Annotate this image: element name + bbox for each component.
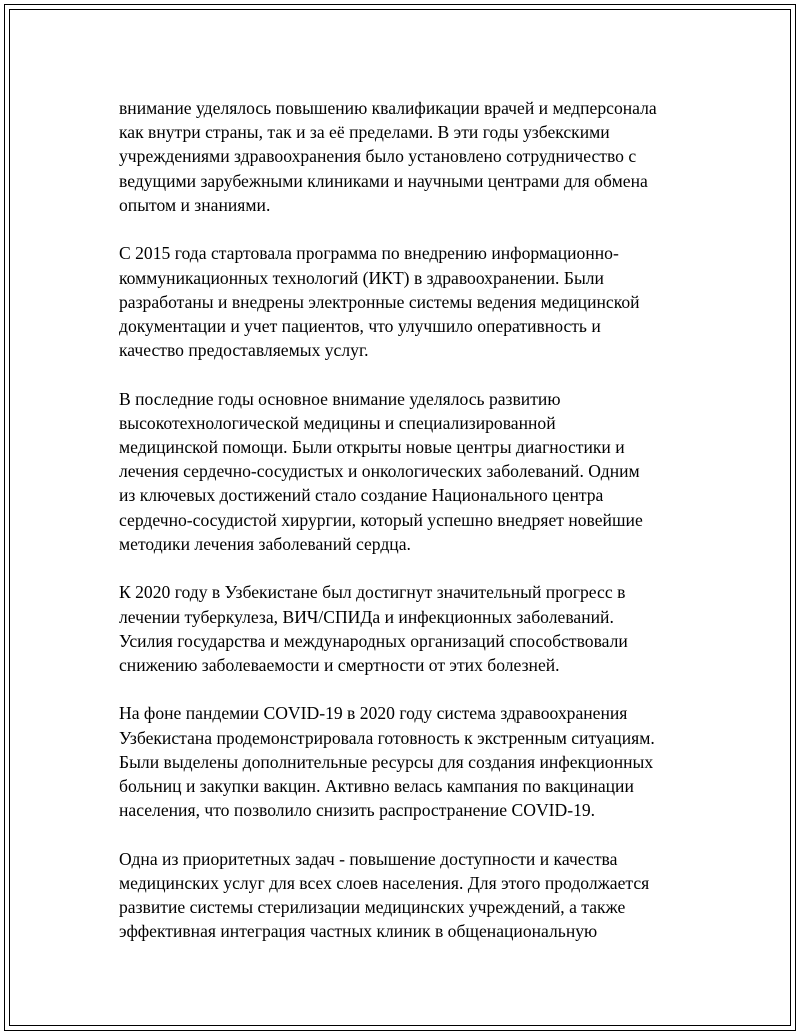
text-line: ведущими зарубежными клиниками и научными центрами для обмена	[119, 170, 648, 191]
text-line: Одна из приоритетных задач - повышение доступности и качества	[119, 848, 618, 869]
text-line: качество предоставляемых услуг.	[119, 340, 369, 361]
paragraph	[119, 241, 719, 362]
text-line: медицинских услуг для всех слоев населения. Для этого продолжается	[119, 872, 650, 893]
paragraph	[119, 580, 719, 677]
text-line: К 2020 году в Узбекистане был достигнут значительный прогресс в	[119, 582, 626, 603]
text-line: внимание уделялось повышению квалификации врачей и медперсонала	[119, 98, 657, 118]
paragraph	[119, 387, 719, 556]
text-line: медицинской помощи. Были открыты новые центры диагностики и	[119, 437, 625, 458]
text-line: Узбекистана продемонстрировала готовность к экстренным ситуациям.	[119, 727, 655, 748]
text-line: больниц и закупки вакцин. Активно велась кампания по вакцинации	[119, 776, 634, 797]
text-line: населения, что позволило снизить распространение COVID-19.	[119, 800, 596, 821]
text-line: сердечно-сосудистой хирургии, который успешно внедряет новейшие	[119, 509, 643, 530]
text-line: учреждениями здравоохранения было установлено сотрудничество с	[119, 146, 637, 167]
text-line: как внутри страны, так и за её пределами. В эти годы узбекскими	[119, 122, 610, 143]
document-body	[119, 96, 719, 968]
text-line: На фоне пандемии COVID-19 в 2020 году система здравоохранения	[119, 703, 628, 724]
text-line: Были выделены дополнительные ресурсы для создания инфекционных	[119, 751, 654, 772]
text-line: В последние годы основное внимание уделялось развитию	[119, 388, 561, 409]
text-line: снижению заболеваемости и смертности от этих болезней.	[119, 654, 560, 675]
text-line: высокотехнологической медицины и специализированной	[119, 412, 556, 433]
text-line: С 2015 года стартовала программа по внедрению информационно-	[119, 243, 619, 264]
text-line: коммуникационных технологий (ИКТ) в здравоохранении. Были	[119, 267, 604, 288]
text-line: Усилия государства и международных организаций способствовали	[119, 630, 628, 651]
paragraph	[119, 847, 719, 944]
paragraph	[119, 96, 719, 217]
text-line: опытом и знаниями.	[119, 194, 271, 215]
text-line: из ключевых достижений стало создание Национального центра	[119, 485, 604, 506]
text-line: разработаны и внедрены электронные системы ведения медицинской	[119, 291, 640, 312]
text-line: методики лечения заболеваний сердца.	[119, 533, 411, 554]
text-line: документации и учет пациентов, что улучшило оперативность и	[119, 315, 601, 336]
text-line: развитие системы стерилизации медицинских учреждений, а также	[119, 897, 626, 918]
text-line: лечении туберкулеза, ВИЧ/СПИДа и инфекционных заболеваний.	[119, 606, 614, 627]
text-line: лечения сердечно-сосудистых и онкологических заболеваний. Одним	[119, 461, 640, 482]
text-line: эффективная интеграция частных клиник в общенациональную	[119, 921, 598, 942]
paragraph	[119, 701, 719, 822]
